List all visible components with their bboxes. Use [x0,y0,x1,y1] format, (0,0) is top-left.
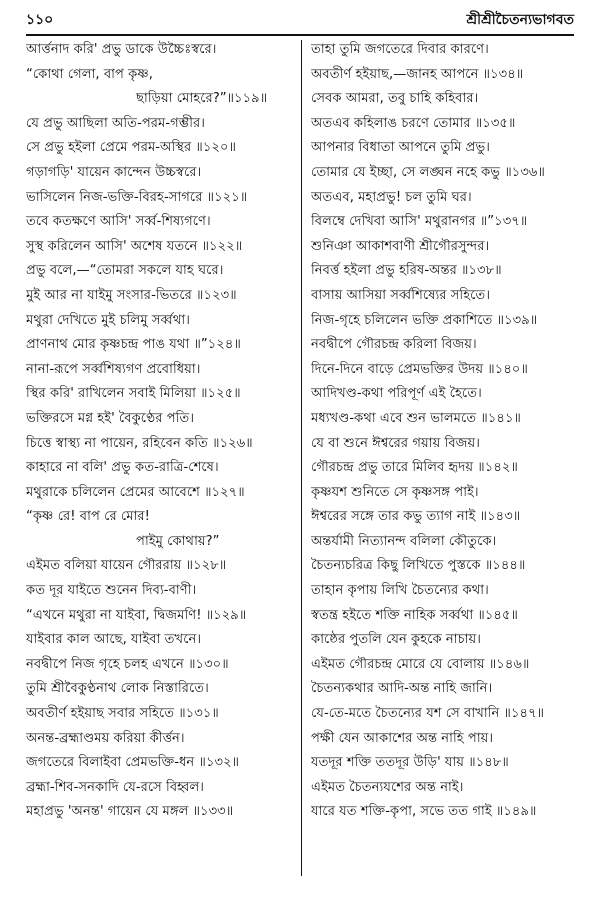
verse-line: আর্ত্তনাদ করি' প্রভু ডাকে উচ্চৈঃস্বরে। [26,42,217,57]
verse-line: তবে কতক্ষণে আসি' সর্ব্ব-শিষ্যগণে। [26,214,211,230]
verse-line: কাহারে না বলি' প্রভু কত-রাত্রি-শেষে। [26,460,219,476]
verse-line: মধ্যখণ্ড-কথা এবে শুন ভালমতে ॥১৪১॥ [311,410,521,426]
verse-line: অতএব, মহাপ্রভু! চল তুমি ঘর। [311,189,472,205]
verse-line: অনন্ত-ব্রহ্মাণ্ডময় করিয়া কীর্ত্তন। [26,730,185,746]
left-column [26,38,303,825]
verse-line: যাইবার কাল আছে, যাইবা তখনে। [26,632,202,648]
verse-line: পক্ষী যেন আকাশের অন্ত নাহি পায়। [311,730,494,746]
verse-line: ভক্তিরসে মগ্ন হই' বৈকুণ্ঠের পতি। [26,410,195,426]
verse-line: মথুরাকে চলিলেন প্রেমের আবেশে ॥১২৭॥ [26,484,245,500]
verse-line: চিত্তে স্বাস্থ্য না পায়েন, রহিবেন কতি ॥১২৬॥ [26,435,253,451]
verse-line: তাহান কৃপায় লিখি চৈতন্যের কথা। [311,583,489,599]
verse-line: আপনার বিধাতা আপনে তুমি প্রভু। [311,140,490,156]
verse-line: গৌরচন্দ্র প্রভু তারে মিলিব হৃদয় ॥১৪২॥ [311,460,518,476]
verse-line: স্থির করি' রাখিলেন সবাই মিলিয়া ॥১২৫॥ [26,386,241,402]
verse-line: “কোথা গেলা, বাপ কৃষ্ণ, [26,66,153,82]
verse-line: “এখনে মথুরা না যাইবা, দ্বিজমণি! ॥১২৯॥ [26,607,247,623]
verse-line: মথুরা দেখিতে মুই চলিমু সর্ব্বথা। [26,312,190,328]
header-rule [26,34,574,36]
verse-line: যে প্রভু আছিলা অতি-পরম-গম্ভীর। [26,115,205,131]
verse-line: যে-তে-মতে চৈতন্যের যশ সে বাখানি ॥১৪৭॥ [311,706,545,722]
verse-line: যতদূর শক্তি ততদূর উড়ি' যায় ॥১৪৮॥ [311,755,509,771]
verse-line: গড়াগড়ি' যায়েন কান্দেন উচ্চস্বরে। [26,164,202,180]
verse-line: আদিখণ্ড-কথা পরিপূর্ণ এই হৈতে। [311,386,482,402]
verse-line: মহাপ্রভু 'অনন্ত' গায়েন যে মঙ্গল ॥১৩৩॥ [26,804,234,820]
verse-line: যারে যত শক্তি-কৃপা, সভে তত গাই ॥১৪৯॥ [311,804,537,820]
verse-line: কত দূর যাইতে শুনেন দিব্য-বাণী। [26,583,197,599]
verse-line: নানা-রূপে সর্ব্বশিষ্যগণ প্রবোধিয়া। [26,361,201,377]
verse-line: ব্রহ্মা-শিব-সনকাদি যে-রসে বিহ্বল। [26,779,205,795]
page-number: ১১০ [26,12,54,28]
verse-line: জগতেরে বিলাইবা প্রেমভক্তি-ধন ॥১৩২॥ [26,755,240,771]
verse-line: বাসায় আসিয়া সর্ব্বশিষ্যের সহিতে। [311,287,491,303]
verse-line: বিলম্বে দেখিবা আসি' মথুরানগর ॥”১৩৭॥ [311,214,528,230]
verse-line: প্রভু বলে,—“তোমরা সকলে যাহ ঘরে। [26,263,224,279]
verse-line: ভাসিলেন নিজ-ভক্তি-বিরহ-সাগরে ॥১২১॥ [26,189,248,205]
verse-line: এইমত গৌরচন্দ্র মোরে যে বোলায় ॥১৪৬॥ [311,656,530,672]
page-header [26,6,574,32]
verse-line: সে প্রভু হইলা প্রেমে পরম-অস্থির ॥১২০॥ [26,140,237,156]
verse-line: ঈশ্বরের সঙ্গে তার কভু ত্যাগ নাই ॥১৪৩॥ [311,509,521,525]
verse-line: তোমার যে ইচ্ছা, সে লঙ্ঘন নহে কভু ॥১৩৬॥ [311,164,545,180]
verse-line: চৈতন্যকথার আদি-অন্ত নাহি জানি। [311,681,493,697]
verse-line: অতএব কহিলাঙ চরণে তোমার ॥১৩৫॥ [311,115,516,131]
verse-line: নবদ্বীপে গৌরচন্দ্র করিলা বিজয়। [311,337,477,353]
verse-line: কাষ্ঠের পুতলি যেন কুহকে নাচায়। [311,632,482,648]
verse-line: কৃষ্ণযশ শুনিতে সে কৃষ্ণসঙ্গ পাই। [311,484,479,500]
verse-line: নবদ্বীপে নিজ গৃহে চলহ এখনে ॥১৩০॥ [26,656,229,672]
verse-line: পাইমু কোথায়?” [136,533,220,549]
verse-line: দিনে-দিনে বাড়ে প্রেমভক্তির উদয় ॥১৪০॥ [311,361,528,377]
verse-line: অবতীর্ণ হইয়াছ,—জানহ আপনে ॥১৩৪॥ [311,66,524,82]
verse-line: স্বতন্ত্র হইতে শক্তি নাহিক সর্ব্বথা ॥১৪৫॥ [311,607,518,623]
verse-line: তাহা তুমি জগতেরে দিবার কারণে। [311,42,489,57]
verse-line: এইমত বলিয়া যায়েন গৌররায় ॥১২৮॥ [26,558,227,574]
verse-line: প্রাণনাথ মোর কৃষ্ণচন্দ্র পাঙ যথা ॥”১২৪॥ [26,337,241,353]
verse-line: শুনিঞা আকাশবাণী শ্রীগৌরসুন্দর। [311,238,490,254]
verse-line: অবতীর্ণ হইয়াছ সবার সহিতে ॥১৩১॥ [26,706,219,722]
verse-line: যে বা শুনে ঈশ্বরের গয়ায় বিজয়। [311,435,480,451]
verse-line: সেবক আমরা, তবু চাহি কহিবার। [311,91,479,107]
verse-line: ছাড়িয়া মোহরে?”॥১১৯॥ [136,91,268,107]
running-title: শ্রীশ্রীচৈতন্যভাগবত [466,12,574,28]
verse-line: এইমত চৈতন্যযশের অন্ত নাই। [311,779,464,795]
verse-line: অন্তর্যামী নিত্যানন্দ বলিলা কৌতুকে। [311,533,497,549]
verse-line: নিবর্ত্ত হইলা প্রভু হরিষ-অন্তর ॥১৩৮॥ [311,263,502,279]
verse-line: তুমি শ্রীবৈকুণ্ঠনাথ লোক নিস্তারিতে। [26,681,209,697]
verse-line: সুস্থ করিলেন আসি' অশেষ যতনে ॥১২২॥ [26,238,243,254]
verse-line: নিজ-গৃহে চলিলেন ভক্তি প্রকাশিতে ॥১৩৯॥ [311,312,538,328]
verse-line: “কৃষ্ণ রে! বাপ রে মোর! [26,509,150,525]
verse-line: চৈতন্যচরিত্র কিছু লিখিতে পুস্তকে ॥১৪৪॥ [311,558,526,574]
verse-line: মুই আর না যাইমু সংসার-ভিতরে ॥১২৩॥ [26,287,237,303]
right-column [311,38,588,825]
